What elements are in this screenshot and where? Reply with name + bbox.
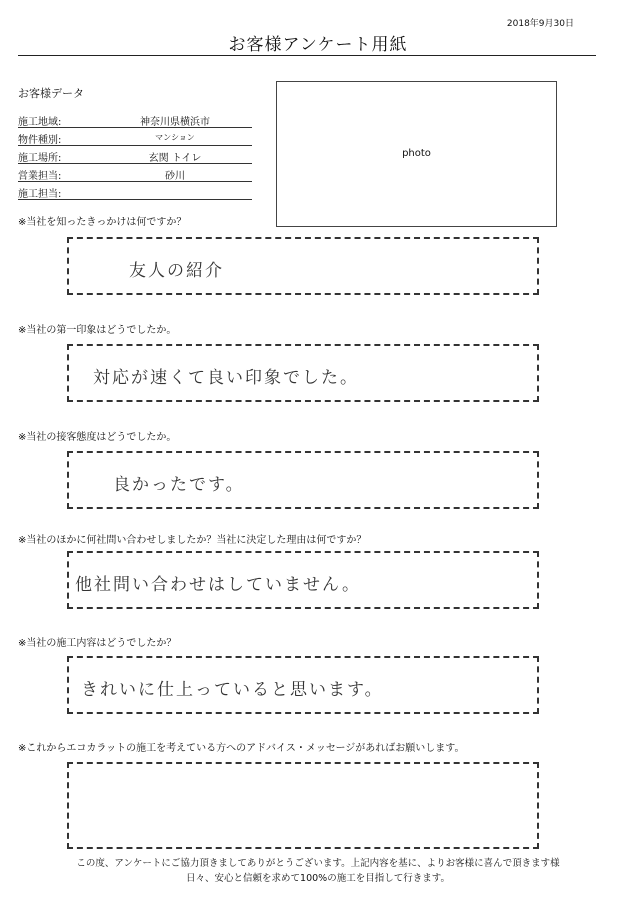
info-row-installer [18, 183, 252, 200]
info-label: 施工担当: [18, 189, 62, 200]
answer-box-2 [67, 344, 539, 402]
info-label: 施工場所: [18, 153, 62, 164]
info-row-location [18, 147, 252, 164]
question-3: ※当社の接客態度はどうでしたか。 [18, 432, 177, 443]
info-row-sales-rep [18, 165, 252, 182]
customer-info-heading: お客様データ [18, 87, 84, 100]
answer-4-text: 他社問い合わせはしていません。 [75, 575, 362, 595]
answer-1-text: 友人の紹介 [129, 261, 224, 281]
info-label: 物件種別: [18, 135, 62, 146]
footer-message [0, 856, 636, 886]
answer-2-text: 対応が速くて良い印象でした。 [93, 368, 359, 388]
answer-box-5 [67, 656, 539, 714]
answer-box-4 [67, 551, 539, 609]
question-2: ※当社の第一印象はどうでしたか。 [18, 325, 177, 336]
answer-box-3 [67, 451, 539, 509]
title-divider [18, 55, 596, 56]
page-title: お客様アンケート用紙 [228, 35, 408, 55]
info-label: 営業担当: [18, 171, 62, 182]
footer-line-2: 日々、安心と信頼を求めて100%の施工を目指して行きます。 [186, 873, 450, 884]
question-6: ※これからエコカラットの施工を考えている方へのアドバイス・メッセージがあればお願いします。 [18, 743, 465, 754]
info-row-property-type [18, 129, 252, 146]
info-value: 玄関 トイレ [148, 153, 202, 164]
photo-placeholder [276, 81, 557, 227]
info-value: 砂川 [165, 171, 185, 182]
photo-label: photo [402, 148, 431, 159]
info-value: マンション [155, 133, 195, 142]
answer-3-text: 良かったです。 [113, 475, 245, 495]
answer-5-text: きれいに仕上っていると思います。 [81, 680, 384, 700]
survey-date: 2018年9月30日 [506, 19, 574, 29]
answer-box-1 [67, 237, 539, 295]
info-row-area [18, 111, 252, 128]
question-1: ※当社を知ったきっかけは何ですか？ [18, 217, 187, 228]
info-value: 神奈川県横浜市 [140, 117, 210, 128]
footer-line-1: この度、アンケートにご協力頂きましてありがとうございます。上記内容を基に、よりお客様に喜んで頂きます様 [76, 858, 560, 869]
question-4: ※当社のほかに何社問い合わせしましたか？当社に決定した理由は何ですか？ [18, 535, 367, 546]
info-label: 施工地域: [18, 117, 62, 128]
question-5: ※当社の施工内容はどうでしたか？ [18, 638, 177, 649]
answer-box-6 [67, 762, 539, 849]
